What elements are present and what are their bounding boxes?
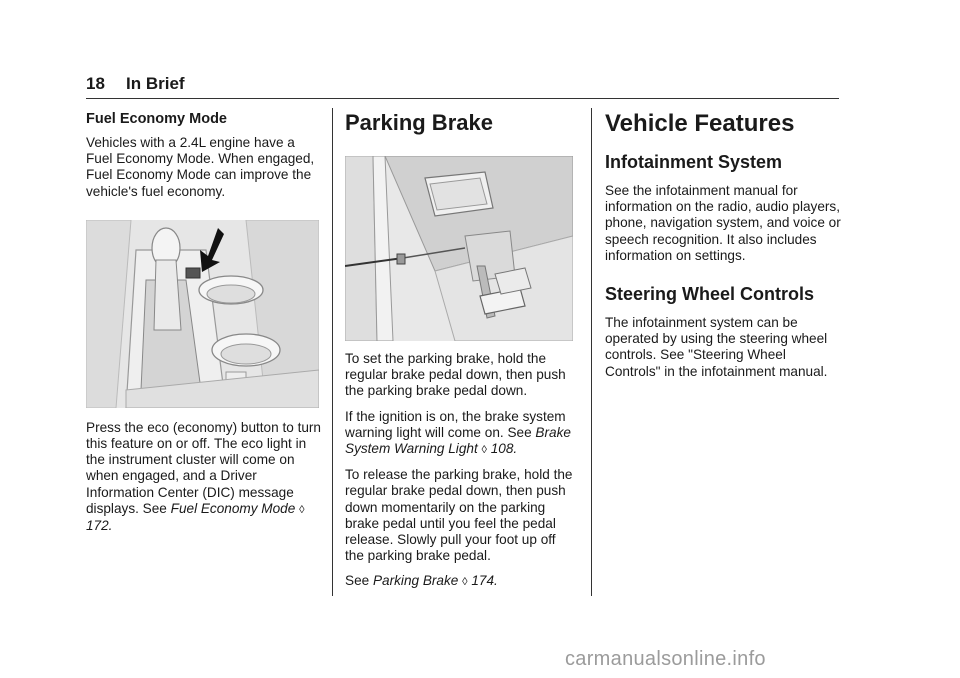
column-vehicle-features (605, 108, 841, 389)
fuel-economy-heading: Fuel Economy Mode (86, 111, 227, 127)
console-eco-button-illustration (86, 220, 319, 408)
page-ref-icon: ◊ (462, 576, 468, 589)
page-number: 18 (86, 74, 105, 93)
brake-warning-ref-link[interactable]: Brake System Warning Light (345, 424, 571, 457)
fuel-economy-ref-page[interactable]: 172. (86, 518, 113, 534)
set-parking-brake-text: To set the parking brake, hold the regular brake pedal down, then push the parking brake pedal down. (345, 351, 566, 399)
parking-brake-heading: Parking Brake (345, 110, 493, 135)
parking-brake-ref-link[interactable]: Parking Brake (372, 573, 459, 589)
steering-controls-text: The infotainment system can be operated by using the steering wheel controls. See "Steering Wheel Controls" in the infotainment manual. (605, 315, 828, 379)
parking-brake-ref-page[interactable]: 174. (471, 573, 498, 589)
fuel-economy-intro: Vehicles with a 2.4L engine have a Fuel Economy Mode. When engaged, Fuel Economy Mode can improve the vehicle's fuel economy. (86, 135, 315, 199)
release-parking-brake-text: To release the parking brake, hold the regular brake pedal down, then push down momentarily on the parking brake pedal until you feel the pedal release. Slowly pull your foot up off the parking brake pedal. (345, 467, 573, 564)
infotainment-text: See the infotainment manual for information on the radio, audio players, phone, navigation system, and voice or speech recognition. It also includes information on settings. (605, 183, 841, 263)
column-divider (332, 108, 333, 596)
brake-warning-text: If the ignition is on, the brake system warning light will come on. See Brake System Warning Light ◊ 108. (345, 408, 571, 457)
fuel-economy-body: Press the eco (economy) button to turn this feature on or off. The eco light in the instrument cluster will come on when engaged, and a Driver Information Center (DIC) message displays. See Fuel Economy Mode ◊ 172. (86, 419, 321, 534)
column-divider (591, 108, 592, 596)
page-ref-icon: ◊ (299, 503, 305, 516)
brake-warning-ref-page[interactable]: 108. (490, 441, 518, 457)
page-ref-icon: ◊ (481, 444, 487, 457)
section-title: In Brief (126, 74, 185, 93)
page-header (86, 72, 839, 99)
fuel-economy-ref-link[interactable]: Fuel Economy Mode (170, 500, 296, 516)
watermark: carmanualsonline.info (565, 648, 766, 670)
column-parking-brake (345, 108, 577, 600)
steering-controls-heading: Steering Wheel Controls (605, 284, 815, 305)
infotainment-heading: Infotainment System (605, 152, 783, 172)
vehicle-features-title: Vehicle Features (605, 110, 795, 137)
parking-brake-pedal-illustration (345, 156, 573, 341)
parking-brake-see-text: See Parking Brake ◊ 174. (345, 573, 498, 589)
column-fuel-economy (86, 108, 322, 543)
